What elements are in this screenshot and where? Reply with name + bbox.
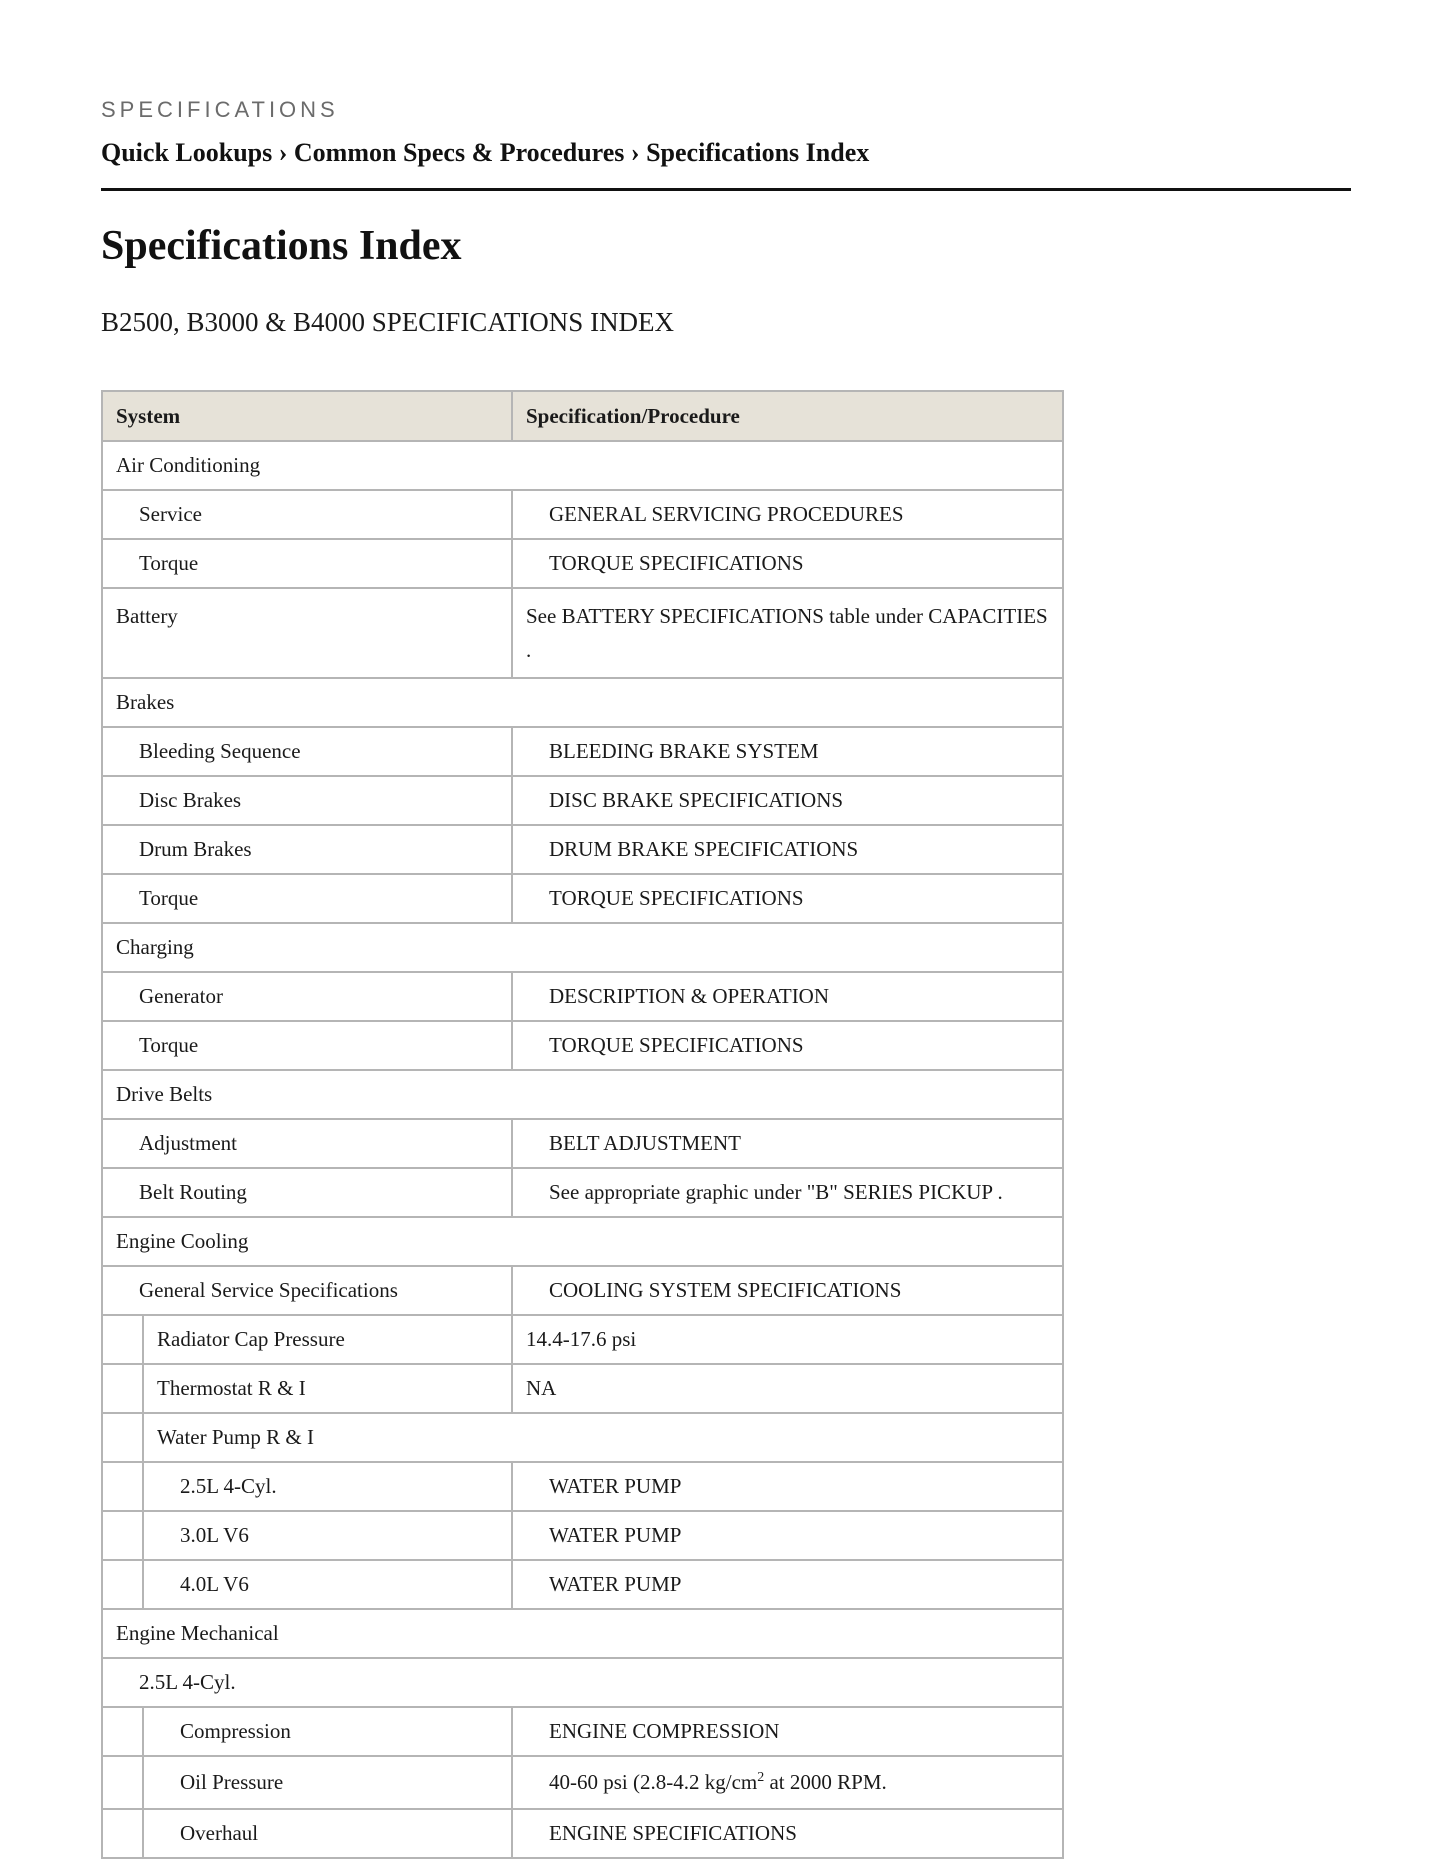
table-row [102, 588, 1063, 678]
section-label: SPECIFICATIONS [101, 97, 339, 122]
procedure-cell: WATER PUMP [512, 1462, 1063, 1511]
system-cell: Oil Pressure [143, 1756, 512, 1809]
system-cell: Drum Brakes [102, 825, 512, 874]
indent-gutter [102, 1809, 143, 1858]
indent-gutter [102, 1756, 143, 1809]
table-row [102, 678, 1063, 727]
system-cell: 2.5L 4-Cyl. [143, 1462, 512, 1511]
procedure-cell: DISC BRAKE SPECIFICATIONS [512, 776, 1063, 825]
value-cell: 14.4-17.6 psi [512, 1315, 1063, 1364]
table-row [102, 1315, 1063, 1364]
value-cell [512, 1756, 1063, 1809]
specifications-table [101, 390, 1064, 1859]
system-cell: Belt Routing [102, 1168, 512, 1217]
procedure-cell: BLEEDING BRAKE SYSTEM [512, 727, 1063, 776]
procedure-cell: TORQUE SPECIFICATIONS [512, 874, 1063, 923]
table-row [102, 1168, 1063, 1217]
system-group-cell: Charging [102, 923, 1063, 972]
page-title: Specifications Index [101, 223, 462, 269]
table-row [102, 1364, 1063, 1413]
procedure-cell: ENGINE COMPRESSION [512, 1707, 1063, 1756]
procedure-cell: DRUM BRAKE SPECIFICATIONS [512, 825, 1063, 874]
table-row [102, 1217, 1063, 1266]
system-group-cell: Drive Belts [102, 1070, 1063, 1119]
system-group-cell: Air Conditioning [102, 441, 1063, 490]
indent-gutter [102, 1315, 143, 1364]
system-cell: Adjustment [102, 1119, 512, 1168]
system-cell: Bleeding Sequence [102, 727, 512, 776]
procedure-cell: WATER PUMP [512, 1560, 1063, 1609]
system-cell: Thermostat R & I [143, 1364, 512, 1413]
table-row [102, 1462, 1063, 1511]
table-row [102, 1809, 1063, 1858]
procedure-cell: ENGINE SPECIFICATIONS [512, 1809, 1063, 1858]
header-divider [101, 188, 1351, 191]
oil-pressure-value: 40-60 psi (2.8-4.2 kg/cm [549, 1770, 758, 1794]
system-cell: Service [102, 490, 512, 539]
table-row [102, 1119, 1063, 1168]
system-cell: Generator [102, 972, 512, 1021]
indent-gutter [102, 1413, 143, 1462]
table-row [102, 1756, 1063, 1809]
system-cell: Torque [102, 874, 512, 923]
table-row [102, 776, 1063, 825]
table-row [102, 1413, 1063, 1462]
document-subtitle: B2500, B3000 & B4000 SPECIFICATIONS INDEX [101, 307, 675, 337]
system-cell: Torque [102, 539, 512, 588]
system-group-cell: Engine Mechanical [102, 1609, 1063, 1658]
table-row [102, 1511, 1063, 1560]
table-row [102, 972, 1063, 1021]
table-row [102, 1070, 1063, 1119]
table-row [102, 490, 1063, 539]
table-row [102, 1266, 1063, 1315]
table-row [102, 1658, 1063, 1707]
system-cell: Compression [143, 1707, 512, 1756]
system-group-cell: Water Pump R & I [143, 1413, 1063, 1462]
procedure-cell: WATER PUMP [512, 1511, 1063, 1560]
indent-gutter [102, 1364, 143, 1413]
table-row [102, 727, 1063, 776]
header-system: System [102, 391, 512, 441]
procedure-cell: DESCRIPTION & OPERATION [512, 972, 1063, 1021]
table-row [102, 1609, 1063, 1658]
system-cell: 4.0L V6 [143, 1560, 512, 1609]
indent-gutter [102, 1462, 143, 1511]
procedure-cell: BELT ADJUSTMENT [512, 1119, 1063, 1168]
table-row [102, 441, 1063, 490]
system-cell: Torque [102, 1021, 512, 1070]
table-header-row [102, 391, 1063, 441]
system-subgroup-cell: 2.5L 4-Cyl. [102, 1658, 1063, 1707]
superscript: 2 [757, 1770, 765, 1785]
table-row [102, 1707, 1063, 1756]
breadcrumb: Quick Lookups › Common Specs & Procedures › Specifications Index [101, 138, 870, 167]
table-row [102, 1560, 1063, 1609]
system-group-cell: Engine Cooling [102, 1217, 1063, 1266]
table-row [102, 1021, 1063, 1070]
system-cell: General Service Specifications [102, 1266, 512, 1315]
procedure-cell: See BATTERY SPECIFICATIONS table under CAPACITIES . [512, 588, 1063, 678]
procedure-cell: TORQUE SPECIFICATIONS [512, 539, 1063, 588]
table-row [102, 539, 1063, 588]
system-cell: Battery [102, 588, 512, 678]
table-row [102, 825, 1063, 874]
system-cell: Disc Brakes [102, 776, 512, 825]
indent-gutter [102, 1560, 143, 1609]
procedure-cell: GENERAL SERVICING PROCEDURES [512, 490, 1063, 539]
header-specification: Specification/Procedure [512, 391, 1063, 441]
oil-pressure-rpm: at 2000 RPM. [764, 1770, 887, 1794]
table-row [102, 923, 1063, 972]
indent-gutter [102, 1707, 143, 1756]
indent-gutter [102, 1511, 143, 1560]
system-cell: Radiator Cap Pressure [143, 1315, 512, 1364]
system-group-cell: Brakes [102, 678, 1063, 727]
procedure-cell: TORQUE SPECIFICATIONS [512, 1021, 1063, 1070]
procedure-cell: See appropriate graphic under "B" SERIES PICKUP . [512, 1168, 1063, 1217]
system-cell: Overhaul [143, 1809, 512, 1858]
procedure-cell: COOLING SYSTEM SPECIFICATIONS [512, 1266, 1063, 1315]
system-cell: 3.0L V6 [143, 1511, 512, 1560]
table-row [102, 874, 1063, 923]
value-cell: NA [512, 1364, 1063, 1413]
